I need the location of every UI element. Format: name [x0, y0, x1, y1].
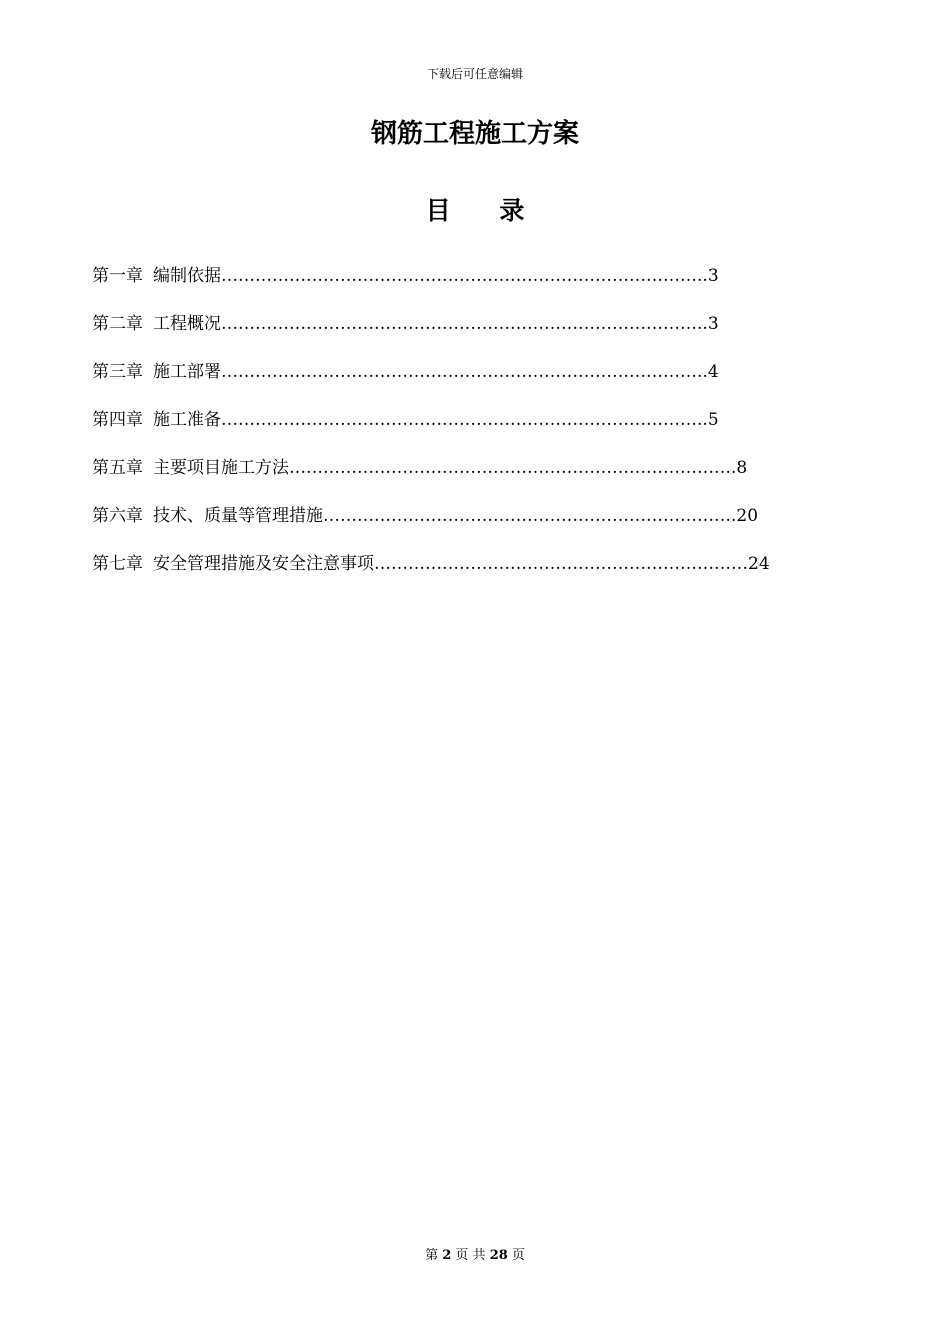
toc-entry[interactable] — [92, 262, 822, 310]
footer-prefix: 第 — [425, 1248, 439, 1263]
toc-entry[interactable] — [92, 310, 822, 358]
toc-leader-dots: ………………………………………………………… — [374, 554, 748, 574]
toc-leader-dots: ………………………………………………………………………….. — [221, 314, 708, 334]
toc-heading: 目 录 — [425, 196, 545, 225]
header-note: 下载后可任意编辑 — [426, 67, 523, 81]
toc-chapter-label: 第六章 — [92, 506, 143, 526]
toc-page-number: 5 — [707, 410, 719, 430]
toc-leader-dots: ………………………………………………………………………….. — [221, 410, 708, 430]
toc-chapter-label: 第二章 — [92, 314, 143, 334]
toc-entry[interactable] — [92, 406, 822, 454]
toc-entry-title: 安全管理措施及安全注意事项 — [153, 554, 374, 574]
toc-entry[interactable] — [92, 454, 822, 502]
toc-entry-title: 技术、质量等管理措施 — [153, 506, 323, 526]
current-page-number: 2 — [442, 1248, 452, 1263]
toc-entry-title: 施工部署 — [153, 362, 221, 382]
toc-page-number: 3 — [707, 266, 719, 286]
toc-page-number: 8 — [736, 458, 748, 478]
table-of-contents — [92, 262, 822, 598]
toc-entry-title: 工程概况 — [153, 314, 221, 334]
toc-entry[interactable] — [92, 358, 822, 406]
toc-leader-dots: ………………………………………………………………………….. — [221, 266, 708, 286]
toc-leader-dots: ……………………………………………………………………. — [289, 458, 737, 478]
toc-entry[interactable] — [92, 550, 822, 598]
toc-page-number: 4 — [707, 362, 719, 382]
toc-page-number: 24 — [748, 554, 770, 574]
toc-entry-title: 施工准备 — [153, 410, 221, 430]
toc-entry-title: 编制依据 — [153, 266, 221, 286]
toc-chapter-label: 第五章 — [92, 458, 143, 478]
total-page-count: 28 — [489, 1248, 508, 1263]
toc-chapter-label: 第三章 — [92, 362, 143, 382]
page-footer — [0, 1247, 950, 1265]
toc-chapter-label: 第一章 — [92, 266, 143, 286]
document-title: 钢筋工程施工方案 — [370, 119, 579, 149]
toc-chapter-label: 第四章 — [92, 410, 143, 430]
toc-leader-dots: ………………………………………………………………………….. — [221, 362, 708, 382]
toc-leader-dots: ………………………………………………………………. — [323, 506, 737, 526]
toc-page-number: 20 — [736, 506, 759, 526]
toc-entry[interactable] — [92, 502, 822, 550]
footer-middle: 页 共 — [455, 1248, 486, 1263]
toc-entry-title: 主要项目施工方法 — [153, 458, 289, 478]
toc-page-number: 3 — [707, 314, 719, 334]
footer-suffix: 页 — [511, 1248, 525, 1263]
toc-chapter-label: 第七章 — [92, 554, 143, 574]
